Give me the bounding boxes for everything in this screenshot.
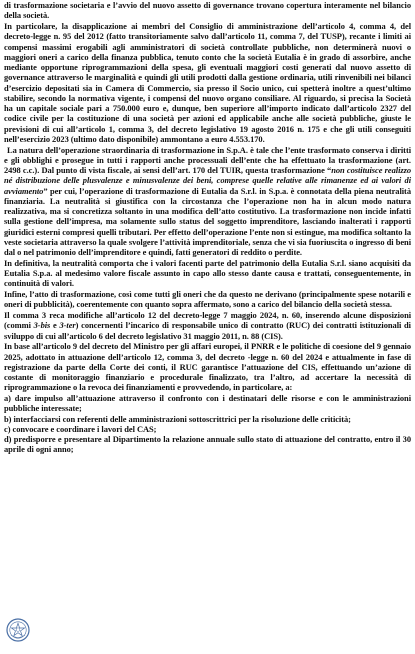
paragraph-transformation-costs: Infine, l’atto di trasformazione, così come tutti gli oneri che da questo ne derivano (principalmente spese notarili e oneri di pubblicità), coerentemente con quanto sopra affermato, sono a carico del bilancio della società stessa. [4,289,411,310]
list-item: c) convocare e coordinare i lavori del CAS; [4,423,157,434]
paragraph-text: ” per cui, l’operazione di trasformazione di Eutalia da S.r.l. in S.p.a. è connotata della piena neutralità finanziaria. La neutralità si giustifica con la circostanza che l’operazione non ha in alcun modo natura realizzativa, ma si concretizza soltanto in una modifica dell’atto costitutivo. La trasformazione non incide infatti sulla gestione dell’impresa, ma solamente sullo status del soggetto imprenditore, lasciando inalterati i rapporti giuridici esterni compresi quelli tributari. Per effetto dell’operazione l’ente non si estingue, ma modifica soltanto la veste societaria attraverso la quale svolgere l’attività imprenditoriale, senza che vi sia fuoriuscita o ingresso di beni dal o nel patrimonio dell’imprenditore e quindi, fatti generatori di reddito o perdite. [4,185,411,257]
list-item: d) predisporre e presentare al Dipartimento la relazione annuale sullo stato di attuazione del contratto, entro il 30 aprile di ogni anno; [4,434,411,455]
italic-quote: non costituisce realizzo né distribuzione delle plusvalenze e minusvalenze dei beni, comprese quelle relative alle rimanenze ed ai valori di avviamento [4,165,412,196]
paragraph-comma-3 [4,310,411,341]
list-item: b) interfacciarsi con referenti delle amministrazioni sottoscrittrici per la risoluzione delle criticità; [4,413,351,424]
paragraph-fiscal-neutrality [4,145,411,258]
paragraph-text: La natura dell’operazione straordinaria di trasformazione in S.p.A. è tale che l’ente trasformato conserva i diritti e gli obblighi e prosegue in tutti i rapporti anche processuali dell’ente che ha effettuato la trasformazione (art. 2498 c.c.). Dal punto di vista fiscale, ai sensi dell’art. 170 del TUIR, questa trasformazione “ [4,144,411,175]
paragraph-ruc-duties: In base all’articolo 9 del decreto del Ministro per gli affari europei, il PNRR e le politiche di coesione del 9 gennaio 2025, adottato in attuazione dell’articolo 12, comma 3, del decreto -legge n. 60 del 2024 e attualmente in fase di registrazione da parte della Corte dei conti, il RUC garantisce l’attuazione del CIS, effettuando un’azione di costante di monitoraggio finanziario e procedurale finalizzato, tra l’altro, ad accertare la necessità di riprogrammazione o la revoca dei finanziamenti e provvedendo, in particolare, a: [4,341,411,393]
comma-reference: comma 3 [12,310,47,320]
paragraph-governance-compensation: In particolare, la disapplicazione ai membri del Consiglio di amministrazione dell’articolo 4, comma 4, del decreto-legge n. 95 del 2012 (fatto transitoriamente salvo dall’articolo 11, comma 7, del TUSP), recante i limiti ai compensi massimi erogabili agli amministratori di società controllate pubbliche, non determinerà nuovi o maggiori oneri a carico della finanza pubblica, tenuto conto che la società Eutalia è in grado di assorbire, anche mediante opportune riprogrammazioni della spesa, gli eventuali maggiori costi generati dal nuovo assetto di governance attraverso le marginalità e quindi gli utili prodotti dalla gestione ordinaria, utili rinvenibili nei bilanci d’esercizio depositati sia in Camera di Commercio, sia presso il Socio unico, cui spetterà inoltre a quest’ultimo stabilire, secondo la normativa vigente, i compensi del nuovo organo consiliare. Al riguardo, si precisa la Società ha un capitale sociale pari a 750.000 euro e, dunque, ben superiore all’importo indicato dall’articolo 2327 del codice civile per la costituzione di una società per azioni ed applicabile anche alle società pubbliche, giuste le previsioni di cui all’articolo 1, comma 3, del decreto legislativo 19 agosto 2016 n. 175 e che gli utili conseguiti nell’esercizio 2023 (ultimo dato disponibile) ammontano a euro 4.553.170. [4,21,411,144]
comma-3-bis: 3-bis [33,320,51,331]
paragraph-text: reca modifiche all’articolo 12 del decreto-legge 7 maggio 2024, n. 60, inserendo alcune disposizioni (commi [4,310,412,331]
document-page [4,0,411,455]
paragraph-text: ) concernenti l’incarico di responsabile unico di contratto (RUC) dei contratti istituzionali di sviluppo di cui all’articolo 6 del decreto legislativo 31 maggio 2011, n. 88 (CIS). [4,320,411,341]
paragraph-neutrality-conclusion: In definitiva, la neutralità comporta che i valori facenti parte del patrimonio della Eutalia S.r.l. siano acquisiti da Eutalia S.p.a. al medesimo valore fiscale assunto in capo allo stesso dante causa e trattati, conseguentemente, in continuità di valori. [4,257,411,289]
paragraph-intro: di trasformazione societaria e l’avvio del nuovo assetto di governance trovano copertura interamente nel bilancio della società. [4,0,411,21]
comma-3-ter: 3-ter [59,320,76,331]
list-item: a) dare impulso all’attuazione attraverso il confronto con i destinatari delle risorse e con le amministrazioni pubbliche interessate; [4,393,411,414]
republic-emblem-icon [6,618,30,642]
paragraph-text: e [50,320,60,331]
paragraph-text: Il [4,310,13,320]
